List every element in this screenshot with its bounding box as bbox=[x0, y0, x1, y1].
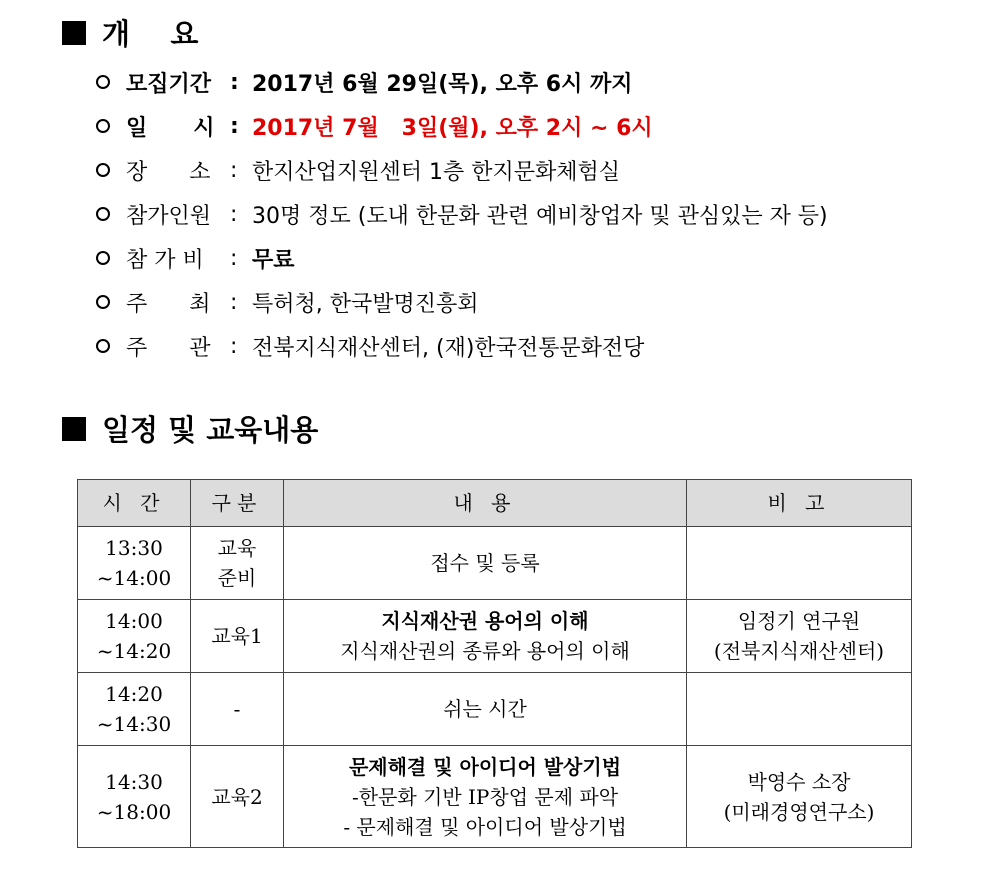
table-header-row bbox=[78, 480, 912, 527]
item-value-highlight: 2017년 7월 3일(월), 오후 2시 ~ 6시 bbox=[252, 115, 653, 141]
time-start: 14:20 bbox=[105, 682, 163, 706]
item-colon: : bbox=[230, 333, 238, 359]
table-row bbox=[78, 673, 912, 746]
table-row bbox=[78, 600, 912, 673]
header-type: 구분 bbox=[191, 480, 284, 527]
cell-type bbox=[191, 673, 284, 746]
overview-list bbox=[96, 60, 828, 368]
list-item-datetime bbox=[96, 104, 828, 148]
cell-content bbox=[284, 673, 687, 746]
time-end: ~14:20 bbox=[96, 639, 172, 663]
note-line: 박영수 소장 bbox=[747, 769, 851, 794]
content-line: - 문제해결 및 아이디어 발상기법 bbox=[343, 814, 627, 839]
type-line: 교육2 bbox=[211, 784, 263, 809]
circle-bullet-icon bbox=[96, 163, 110, 177]
item-label: 참 가 비 bbox=[126, 247, 204, 273]
content-line: 지식재산권의 종류와 용어의 이해 bbox=[340, 639, 630, 663]
overview-title: 개 요 bbox=[102, 17, 199, 51]
cell-time bbox=[78, 600, 191, 673]
list-item-organizer bbox=[96, 324, 828, 368]
type-line: 교육 bbox=[217, 536, 257, 560]
type-line: - bbox=[233, 697, 241, 721]
time-end: ~18:00 bbox=[96, 799, 172, 824]
cell-note bbox=[687, 527, 912, 600]
item-label: 장 소 bbox=[126, 159, 211, 185]
time-start: 14:30 bbox=[105, 769, 163, 794]
list-item-host bbox=[96, 280, 828, 324]
circle-bullet-icon bbox=[96, 75, 110, 89]
table-row bbox=[78, 527, 912, 600]
list-item-recruit-period bbox=[96, 60, 828, 104]
item-colon: : bbox=[230, 201, 238, 227]
note-line: (전북지식재산센터) bbox=[713, 639, 885, 663]
item-value: 2017년 6월 29일(목), 오후 6시 까지 bbox=[252, 71, 633, 97]
cell-time bbox=[78, 527, 191, 600]
cell-type bbox=[191, 600, 284, 673]
item-value: 특허청, 한국발명진흥회 bbox=[252, 291, 479, 317]
circle-bullet-icon bbox=[96, 119, 110, 133]
cell-time bbox=[78, 673, 191, 746]
time-start: 13:30 bbox=[105, 536, 163, 560]
item-label: 일 시 bbox=[126, 115, 215, 141]
content-line: 접수 및 등록 bbox=[430, 551, 540, 575]
type-line: 준비 bbox=[217, 566, 257, 590]
content-title: 지식재산권 용어의 이해 bbox=[381, 609, 589, 633]
cell-content bbox=[284, 600, 687, 673]
time-start: 14:00 bbox=[105, 609, 163, 633]
time-end: ~14:30 bbox=[96, 712, 172, 736]
cell-note bbox=[687, 600, 912, 673]
content-title: 문제해결 및 아이디어 발상기법 bbox=[348, 754, 622, 779]
list-item-participants bbox=[96, 192, 828, 236]
list-item-location bbox=[96, 148, 828, 192]
note-line: 임정기 연구원 bbox=[737, 609, 861, 633]
circle-bullet-icon bbox=[96, 339, 110, 353]
header-note: 비 고 bbox=[687, 480, 912, 527]
cell-time bbox=[78, 746, 191, 848]
cell-content bbox=[284, 527, 687, 600]
item-value: 한지산업지원센터 1층 한지문화체험실 bbox=[252, 159, 621, 185]
item-colon: : bbox=[230, 245, 238, 271]
item-colon: : bbox=[230, 69, 239, 95]
item-label: 모집기간 bbox=[126, 71, 212, 97]
item-value: 30명 정도 (도내 한문화 관련 예비창업자 및 관심있는 자 등) bbox=[252, 203, 828, 229]
content-line: -한문화 기반 IP창업 문제 파악 bbox=[351, 784, 619, 809]
item-colon: : bbox=[230, 113, 239, 139]
circle-bullet-icon bbox=[96, 295, 110, 309]
item-label: 주 최 bbox=[126, 291, 211, 317]
schedule-title: 일정 및 교육내용 bbox=[102, 413, 319, 447]
cell-note bbox=[687, 746, 912, 848]
section-heading-schedule bbox=[62, 408, 318, 449]
section-heading-overview bbox=[62, 12, 198, 53]
item-label: 참가인원 bbox=[126, 203, 212, 229]
item-colon: : bbox=[230, 289, 238, 315]
header-content: 내 용 bbox=[284, 480, 687, 527]
type-line: 교육1 bbox=[211, 624, 263, 648]
item-value: 무료 bbox=[252, 247, 295, 273]
item-colon: : bbox=[230, 157, 238, 183]
header-time: 시 간 bbox=[78, 480, 191, 527]
item-value: 전북지식재산센터, (재)한국전통문화전당 bbox=[252, 335, 645, 361]
cell-content bbox=[284, 746, 687, 848]
square-bullet-icon bbox=[62, 417, 86, 441]
circle-bullet-icon bbox=[96, 251, 110, 265]
square-bullet-icon bbox=[62, 21, 86, 45]
content-line: 쉬는 시간 bbox=[443, 697, 527, 721]
table-row bbox=[78, 746, 912, 848]
time-end: ~14:00 bbox=[96, 566, 172, 590]
item-label: 주 관 bbox=[126, 335, 211, 361]
circle-bullet-icon bbox=[96, 207, 110, 221]
note-line: (미래경영연구소) bbox=[723, 799, 875, 824]
schedule-table bbox=[77, 479, 912, 848]
list-item-fee bbox=[96, 236, 828, 280]
cell-type bbox=[191, 746, 284, 848]
cell-type bbox=[191, 527, 284, 600]
cell-note bbox=[687, 673, 912, 746]
